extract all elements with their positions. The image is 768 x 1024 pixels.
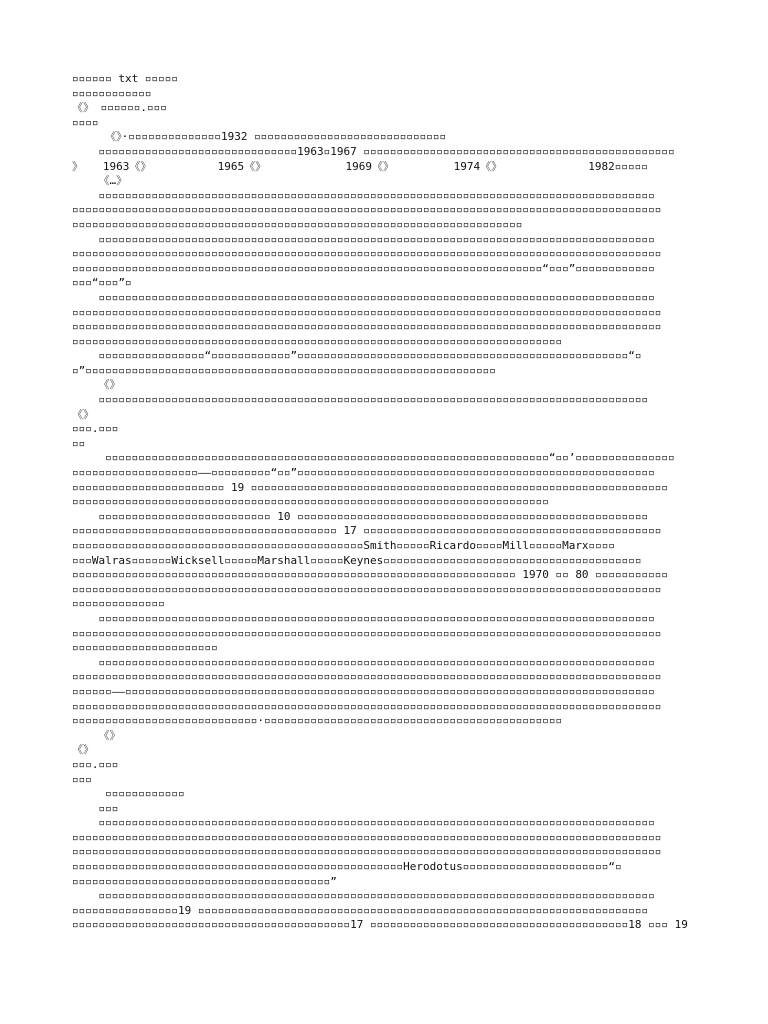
- text-line: 《》·▫▫▫▫▫▫▫▫▫▫▫▫▫▫1932 ▫▫▫▫▫▫▫▫▫▫▫▫▫▫▫▫▫▫▫▫▫▫▫▫▫▫▫▫▫: [72, 130, 447, 144]
- text-line: ▫▫▫▫▫▫▫▫▫▫▫▫▫▫▫▫▫▫▫▫▫▫▫▫▫▫▫▫▫▫▫▫▫▫▫▫▫▫▫”: [72, 874, 337, 888]
- text-line: ▫▫▫▫▫▫▫▫▫▫▫▫▫▫▫▫▫▫▫▫▫▫▫▫▫▫▫▫▫▫▫▫▫▫▫▫▫▫▫▫▫▫▫▫▫▫▫▫▫▫▫▫▫▫▫▫▫▫▫▫▫▫▫▫▫▫▫▫▫▫▫▫▫▫▫▫▫▫▫▫▫▫▫▫: [72, 188, 655, 202]
- text-line: ▫▫▫▫▫▫▫▫▫▫▫▫▫▫▫▫▫▫▫▫▫▫▫▫▫▫▫▫▫▫1963▫1967 ▫▫▫▫▫▫▫▫▫▫▫▫▫▫▫▫▫▫▫▫▫▫▫▫▫▫▫▫▫▫▫▫▫▫▫▫▫▫▫▫▫▫▫▫▫▫▫: [72, 144, 675, 158]
- text-line: ▫▫▫▫▫▫▫▫▫▫▫▫▫▫▫▫▫▫▫▫▫▫▫▫▫▫▫▫▫▫▫▫▫▫▫▫▫▫▫▫▫▫▫▫▫▫▫▫▫▫▫▫▫▫▫▫▫▫▫▫▫▫▫▫▫▫▫▫▫▫▫▫▫▫▫▫▫▫▫▫▫▫▫▫: [72, 655, 655, 669]
- text-line: ▫▫▫▫▫▫▫▫▫▫▫▫▫▫▫▫▫▫▫▫▫▫▫▫▫▫▫▫▫▫▫▫▫▫▫▫▫▫▫▫▫▫▫▫▫▫▫▫▫▫▫▫▫▫▫▫▫▫▫▫▫▫▫▫▫▫▫“▫▫’▫▫▫▫▫▫▫▫▫▫▫▫▫▫▫: [72, 451, 675, 465]
- text-line: ▫▫▫▫▫▫▫▫▫▫▫▫▫▫▫▫▫▫▫▫▫▫▫▫▫▫▫▫▫▫▫▫▫▫▫▫▫▫▫▫▫▫▫▫▫▫▫▫▫▫▫▫▫▫▫▫▫▫▫▫▫▫▫▫▫▫▫▫▫▫▫▫▫▫▫▫▫▫▫▫▫▫▫▫▫▫▫▫▫: [72, 320, 662, 334]
- text-line: ▫▫▫▫▫▫▫▫▫▫▫▫▫▫▫▫▫▫▫▫▫▫▫▫▫▫▫▫▫▫▫▫▫▫▫▫▫▫▫▫▫▫▫▫▫▫▫▫▫▫▫▫▫▫▫▫▫▫▫▫▫▫▫▫▫▫▫▫: [72, 217, 523, 231]
- text-line: ▫▫▫▫▫▫▫▫▫▫▫▫▫▫▫▫▫▫▫▫▫▫▫▫▫▫▫▫▫▫▫▫▫▫▫▫▫▫▫▫▫▫▫▫▫▫▫▫▫▫▫▫▫▫▫▫▫▫▫▫▫▫▫▫▫▫▫ 1970 ▫▫ 80 ▫▫▫▫▫▫▫▫▫▫▫: [72, 568, 669, 582]
- text-line: 《》: [72, 728, 121, 742]
- text-line: ▫▫▫▫▫▫▫▫▫▫▫▫▫▫▫▫▫▫▫▫▫▫▫▫▫▫▫▫▫▫▫▫▫▫▫▫▫▫▫▫▫▫▫▫▫▫▫▫▫▫▫▫▫▫▫▫▫▫▫▫▫▫▫▫▫▫▫▫▫▫▫▫▫▫▫▫▫▫▫▫▫▫▫▫▫▫▫▫▫: [72, 845, 662, 859]
- text-line: 》 1963《》 1965《》 1969《》 1974《》 1982▫▫▫▫▫: [72, 159, 648, 173]
- text-line: ▫▫▫▫▫▫——▫▫▫▫▫▫▫▫▫▫▫▫▫▫▫▫▫▫▫▫▫▫▫▫▫▫▫▫▫▫▫▫▫▫▫▫▫▫▫▫▫▫▫▫▫▫▫▫▫▫▫▫▫▫▫▫▫▫▫▫▫▫▫▫▫▫▫▫▫▫▫▫▫▫▫▫▫▫▫▫: [72, 684, 655, 698]
- text-line: 《》: [72, 407, 94, 421]
- text-line: ▫▫▫▫▫▫▫▫▫▫▫▫▫▫▫▫▫▫▫▫▫▫▫▫▫▫▫▫▫▫▫▫▫▫▫▫▫▫▫▫▫▫▫▫▫▫▫▫▫▫▫▫▫▫▫▫▫▫▫▫▫▫▫▫▫▫▫▫▫▫▫▫▫▫▫▫▫▫▫▫▫▫▫▫▫▫▫▫▫: [72, 582, 662, 596]
- text-line: 《…》: [72, 174, 128, 188]
- text-line: ▫▫▫▫▫▫▫▫▫▫▫▫▫▫▫▫▫▫▫▫▫▫▫▫▫▫▫▫▫▫▫▫▫▫▫▫▫▫▫▫▫▫▫▫Smith▫▫▫▫▫Ricardo▫▫▫▫Mill▫▫▫▫▫Marx▫▫▫▫: [72, 539, 616, 552]
- text-line: ▫▫▫▫▫▫▫▫▫▫▫▫: [72, 787, 185, 801]
- text-line: ▫▫▫▫▫▫▫▫▫▫▫▫▫▫▫▫▫▫▫▫▫▫▫▫▫▫▫▫▫▫▫▫▫▫▫▫▫▫▫▫▫▫▫▫▫▫▫▫▫▫▫▫▫▫▫▫▫▫▫▫▫▫▫▫▫▫▫▫▫▫▫▫▫▫▫▫▫▫▫▫▫▫▫▫▫▫▫▫▫: [72, 830, 662, 844]
- text-line: ▫▫▫▫▫▫▫▫▫▫▫▫▫▫▫▫▫▫▫▫▫▫▫▫▫▫▫▫▫▫▫▫▫▫▫▫▫▫▫▫▫▫▫▫▫▫▫▫▫▫▫▫▫▫▫▫▫▫▫▫▫▫▫▫▫▫▫▫▫▫▫▫▫▫▫▫▫▫▫▫▫▫▫: [72, 393, 649, 407]
- text-line: ▫▫▫“▫▫▫”▫: [72, 276, 132, 290]
- text-line: ▫▫▫▫▫▫▫▫▫▫▫▫▫▫▫▫▫▫▫▫▫▫▫▫▫▫▫▫▫▫▫▫▫▫▫▫▫▫▫▫▫▫▫▫▫▫▫▫▫▫▫▫▫▫▫▫▫▫▫▫▫▫▫▫▫▫▫▫▫▫▫▫▫▫▫▫▫▫▫▫▫▫▫▫: [72, 290, 655, 304]
- text-line: ▫▫▫▫▫▫▫▫▫▫▫▫▫▫▫▫▫▫▫▫▫▫▫▫▫▫▫▫▫▫▫▫▫▫▫▫▫▫▫▫▫▫▫▫▫▫▫▫▫▫▫▫▫▫▫▫▫▫▫▫▫▫▫▫▫▫▫▫▫▫▫“▫▫▫”▫▫▫▫▫▫▫▫▫▫▫▫: [72, 261, 655, 275]
- text-line: ▫▫▫▫▫▫▫▫▫▫▫▫▫▫▫▫▫▫▫▫▫▫▫▫▫▫▫▫▫▫▫▫▫▫▫▫▫▫▫▫▫▫▫▫▫▫▫▫▫▫▫▫▫▫▫▫▫▫▫▫▫▫▫▫▫▫▫▫▫▫▫▫▫▫▫▫▫▫▫▫▫▫▫▫: [72, 232, 655, 246]
- text-line: ▫▫▫▫▫▫▫▫▫▫▫▫▫▫▫▫▫▫▫▫▫▫▫▫▫▫▫▫·▫▫▫▫▫▫▫▫▫▫▫▫▫▫▫▫▫▫▫▫▫▫▫▫▫▫▫▫▫▫▫▫▫▫▫▫▫▫▫▫▫▫▫▫▫: [72, 714, 563, 728]
- text-line: ▫▫▫▫▫▫▫▫▫▫▫▫▫▫▫▫▫▫▫▫▫▫▫▫▫▫▫▫▫▫▫▫▫▫▫▫▫▫▫▫▫▫▫▫▫▫▫▫▫▫▫▫▫▫▫▫▫▫▫▫▫▫▫▫▫▫▫▫▫▫▫▫▫▫▫▫▫▫▫▫▫▫▫▫: [72, 889, 655, 903]
- text-line: ▫▫▫▫▫▫▫▫▫▫▫▫▫▫▫▫19 ▫▫▫▫▫▫▫▫▫▫▫▫▫▫▫▫▫▫▫▫▫▫▫▫▫▫▫▫▫▫▫▫▫▫▫▫▫▫▫▫▫▫▫▫▫▫▫▫▫▫▫▫▫▫▫▫▫▫▫▫▫▫▫▫▫▫▫▫: [72, 903, 649, 917]
- text-line: ▫▫▫▫▫▫▫▫▫▫▫▫▫▫: [72, 597, 165, 611]
- text-line: ▫▫▫▫▫▫▫▫▫▫▫▫▫▫▫▫▫▫▫▫▫▫▫▫▫▫▫▫▫▫▫▫▫▫▫▫▫▫▫▫▫▫▫▫▫▫▫▫▫▫▫▫▫▫▫▫▫▫▫▫▫▫▫▫▫▫▫▫▫▫▫▫▫▫▫▫▫▫▫▫▫▫▫▫: [72, 611, 655, 625]
- text-line: ▫▫▫▫▫▫▫▫▫▫▫▫▫▫▫▫▫▫▫▫▫▫▫▫▫▫▫▫▫▫▫▫▫▫▫▫▫▫▫▫▫▫▫▫▫▫▫▫▫▫▫▫▫▫▫▫▫▫▫▫▫▫▫▫▫▫▫▫▫▫▫▫▫▫▫▫▫▫▫▫▫▫▫▫▫▫▫▫▫: [72, 699, 662, 713]
- text-line: ▫▫▫: [72, 801, 119, 815]
- text-line: ▫”▫▫▫▫▫▫▫▫▫▫▫▫▫▫▫▫▫▫▫▫▫▫▫▫▫▫▫▫▫▫▫▫▫▫▫▫▫▫▫▫▫▫▫▫▫▫▫▫▫▫▫▫▫▫▫▫▫▫▫▫▫▫: [72, 363, 496, 377]
- text-line: ▫▫▫▫▫▫▫▫▫▫▫▫▫▫▫▫▫▫▫▫▫▫▫▫▫▫▫▫▫▫▫▫▫▫▫▫▫▫▫▫▫▫▫▫▫▫▫▫▫▫▫▫▫▫▫▫▫▫▫▫▫▫▫▫▫▫▫▫▫▫▫▫▫▫: [72, 334, 563, 348]
- text-line: ▫▫▫▫▫▫▫▫▫▫▫▫▫▫▫▫▫▫▫▫▫▫: [72, 641, 218, 655]
- text-line: 《》: [72, 743, 94, 757]
- text-line: ▫▫▫▫▫▫ txt ▫▫▫▫▫: [72, 72, 178, 85]
- text-line: ▫▫: [72, 436, 86, 450]
- text-line: ▫▫▫▫▫▫▫▫▫▫▫▫▫▫▫▫▫▫▫▫▫▫▫▫▫▫▫▫▫▫▫▫▫▫▫▫▫▫▫▫▫▫▫▫▫▫▫▫▫▫Herodotus▫▫▫▫▫▫▫▫▫▫▫▫▫▫▫▫▫▫▫▫▫▫“▫: [72, 860, 622, 874]
- text-line: ▫▫▫▫▫▫▫▫▫▫▫▫▫▫▫▫▫▫▫▫▫▫▫▫▫▫▫▫▫▫▫▫▫▫▫▫▫▫▫▫▫▫▫▫▫▫▫▫▫▫▫▫▫▫▫▫▫▫▫▫▫▫▫▫▫▫▫▫▫▫▫▫▫▫▫▫▫▫▫▫▫▫▫▫▫▫▫▫▫: [72, 305, 662, 319]
- text-line: ▫▫▫▫▫▫▫▫▫▫▫▫▫▫▫▫▫▫▫▫▫▫▫▫▫▫▫▫▫▫▫▫▫▫▫▫▫▫▫▫▫▫▫▫▫▫▫▫▫▫▫▫▫▫▫▫▫▫▫▫▫▫▫▫▫▫▫▫▫▫▫▫▫▫▫▫▫▫▫▫▫▫▫▫▫▫▫▫▫: [72, 203, 662, 217]
- text-line: ▫▫▫▫▫▫▫▫▫▫▫▫▫▫▫▫▫▫▫▫▫▫▫▫▫▫▫▫▫▫▫▫▫▫▫▫▫▫▫▫▫▫17 ▫▫▫▫▫▫▫▫▫▫▫▫▫▫▫▫▫▫▫▫▫▫▫▫▫▫▫▫▫▫▫▫▫▫▫▫▫▫▫18 ▫▫▫ 19: [72, 918, 688, 932]
- text-line: ▫▫▫▫▫▫▫▫▫▫▫▫▫▫▫▫▫▫▫——▫▫▫▫▫▫▫▫▫“▫▫”▫▫▫▫▫▫▫▫▫▫▫▫▫▫▫▫▫▫▫▫▫▫▫▫▫▫▫▫▫▫▫▫▫▫▫▫▫▫▫▫▫▫▫▫▫▫▫▫▫▫▫▫▫▫: [72, 466, 655, 480]
- text-line: ▫▫▫▫▫▫▫▫▫▫▫▫▫▫▫▫▫▫▫▫▫▫▫ 19 ▫▫▫▫▫▫▫▫▫▫▫▫▫▫▫▫▫▫▫▫▫▫▫▫▫▫▫▫▫▫▫▫▫▫▫▫▫▫▫▫▫▫▫▫▫▫▫▫▫▫▫▫▫▫▫▫▫▫▫▫▫▫▫: [72, 480, 669, 494]
- text-line: ▫▫▫.▫▫▫: [72, 422, 119, 436]
- text-line: ▫▫▫▫▫▫▫▫▫▫▫▫▫▫▫▫▫▫▫▫▫▫▫▫▫▫▫▫▫▫▫▫▫▫▫▫▫▫▫▫▫▫▫▫▫▫▫▫▫▫▫▫▫▫▫▫▫▫▫▫▫▫▫▫▫▫▫▫▫▫▫▫▫▫▫▫▫▫▫▫▫▫▫▫▫▫▫▫▫: [72, 247, 662, 261]
- text-line: ▫▫▫▫▫▫▫▫▫▫▫▫▫▫▫▫▫▫▫▫▫▫▫▫▫▫▫▫▫▫▫▫▫▫▫▫▫▫▫▫▫▫▫▫▫▫▫▫▫▫▫▫▫▫▫▫▫▫▫▫▫▫▫▫▫▫▫▫▫▫▫▫▫▫▫▫▫▫▫▫▫▫▫▫: [72, 816, 655, 830]
- text-line: ▫▫▫▫▫▫▫▫▫▫▫▫: [72, 86, 152, 100]
- text-line: ▫▫▫▫▫▫▫▫▫▫▫▫▫▫▫▫▫▫▫▫▫▫▫▫▫▫ 10 ▫▫▫▫▫▫▫▫▫▫▫▫▫▫▫▫▫▫▫▫▫▫▫▫▫▫▫▫▫▫▫▫▫▫▫▫▫▫▫▫▫▫▫▫▫▫▫▫▫▫▫▫▫: [72, 509, 649, 523]
- text-line: 《》: [72, 378, 121, 392]
- text-line: ▫▫▫Walras▫▫▫▫▫▫Wicksell▫▫▫▫▫Marshall▫▫▫▫▫Keynes▫▫▫▫▫▫▫▫▫▫▫▫▫▫▫▫▫▫▫▫▫▫▫▫▫▫▫▫▫▫▫▫▫▫▫▫▫▫▫: [72, 553, 642, 567]
- text-line: ▫▫▫▫▫▫▫▫▫▫▫▫▫▫▫▫▫▫▫▫▫▫▫▫▫▫▫▫▫▫▫▫▫▫▫▫▫▫▫▫▫▫▫▫▫▫▫▫▫▫▫▫▫▫▫▫▫▫▫▫▫▫▫▫▫▫▫▫▫▫▫▫▫▫▫▫▫▫▫▫▫▫▫▫▫▫▫▫▫: [72, 626, 662, 640]
- text-line: ▫▫▫▫: [72, 115, 99, 129]
- text-line: ▫▫▫: [72, 772, 92, 786]
- text-line: ▫▫▫▫▫▫▫▫▫▫▫▫▫▫▫▫“▫▫▫▫▫▫▫▫▫▫▫▫”▫▫▫▫▫▫▫▫▫▫▫▫▫▫▫▫▫▫▫▫▫▫▫▫▫▫▫▫▫▫▫▫▫▫▫▫▫▫▫▫▫▫▫▫▫▫▫▫▫▫“▫: [72, 349, 642, 363]
- text-line: ▫▫▫▫▫▫▫▫▫▫▫▫▫▫▫▫▫▫▫▫▫▫▫▫▫▫▫▫▫▫▫▫▫▫▫▫▫▫▫▫ 17 ▫▫▫▫▫▫▫▫▫▫▫▫▫▫▫▫▫▫▫▫▫▫▫▫▫▫▫▫▫▫▫▫▫▫▫▫▫▫▫▫▫▫▫▫▫: [72, 524, 662, 538]
- text-line: 《》 ▫▫▫▫▫▫.▫▫▫: [72, 101, 167, 115]
- text-line: ▫▫▫.▫▫▫: [72, 757, 119, 771]
- text-line: ▫▫▫▫▫▫▫▫▫▫▫▫▫▫▫▫▫▫▫▫▫▫▫▫▫▫▫▫▫▫▫▫▫▫▫▫▫▫▫▫▫▫▫▫▫▫▫▫▫▫▫▫▫▫▫▫▫▫▫▫▫▫▫▫▫▫▫▫▫▫▫▫: [72, 495, 549, 509]
- text-line: ▫▫▫▫▫▫▫▫▫▫▫▫▫▫▫▫▫▫▫▫▫▫▫▫▫▫▫▫▫▫▫▫▫▫▫▫▫▫▫▫▫▫▫▫▫▫▫▫▫▫▫▫▫▫▫▫▫▫▫▫▫▫▫▫▫▫▫▫▫▫▫▫▫▫▫▫▫▫▫▫▫▫▫▫▫▫▫▫▫: [72, 670, 662, 684]
